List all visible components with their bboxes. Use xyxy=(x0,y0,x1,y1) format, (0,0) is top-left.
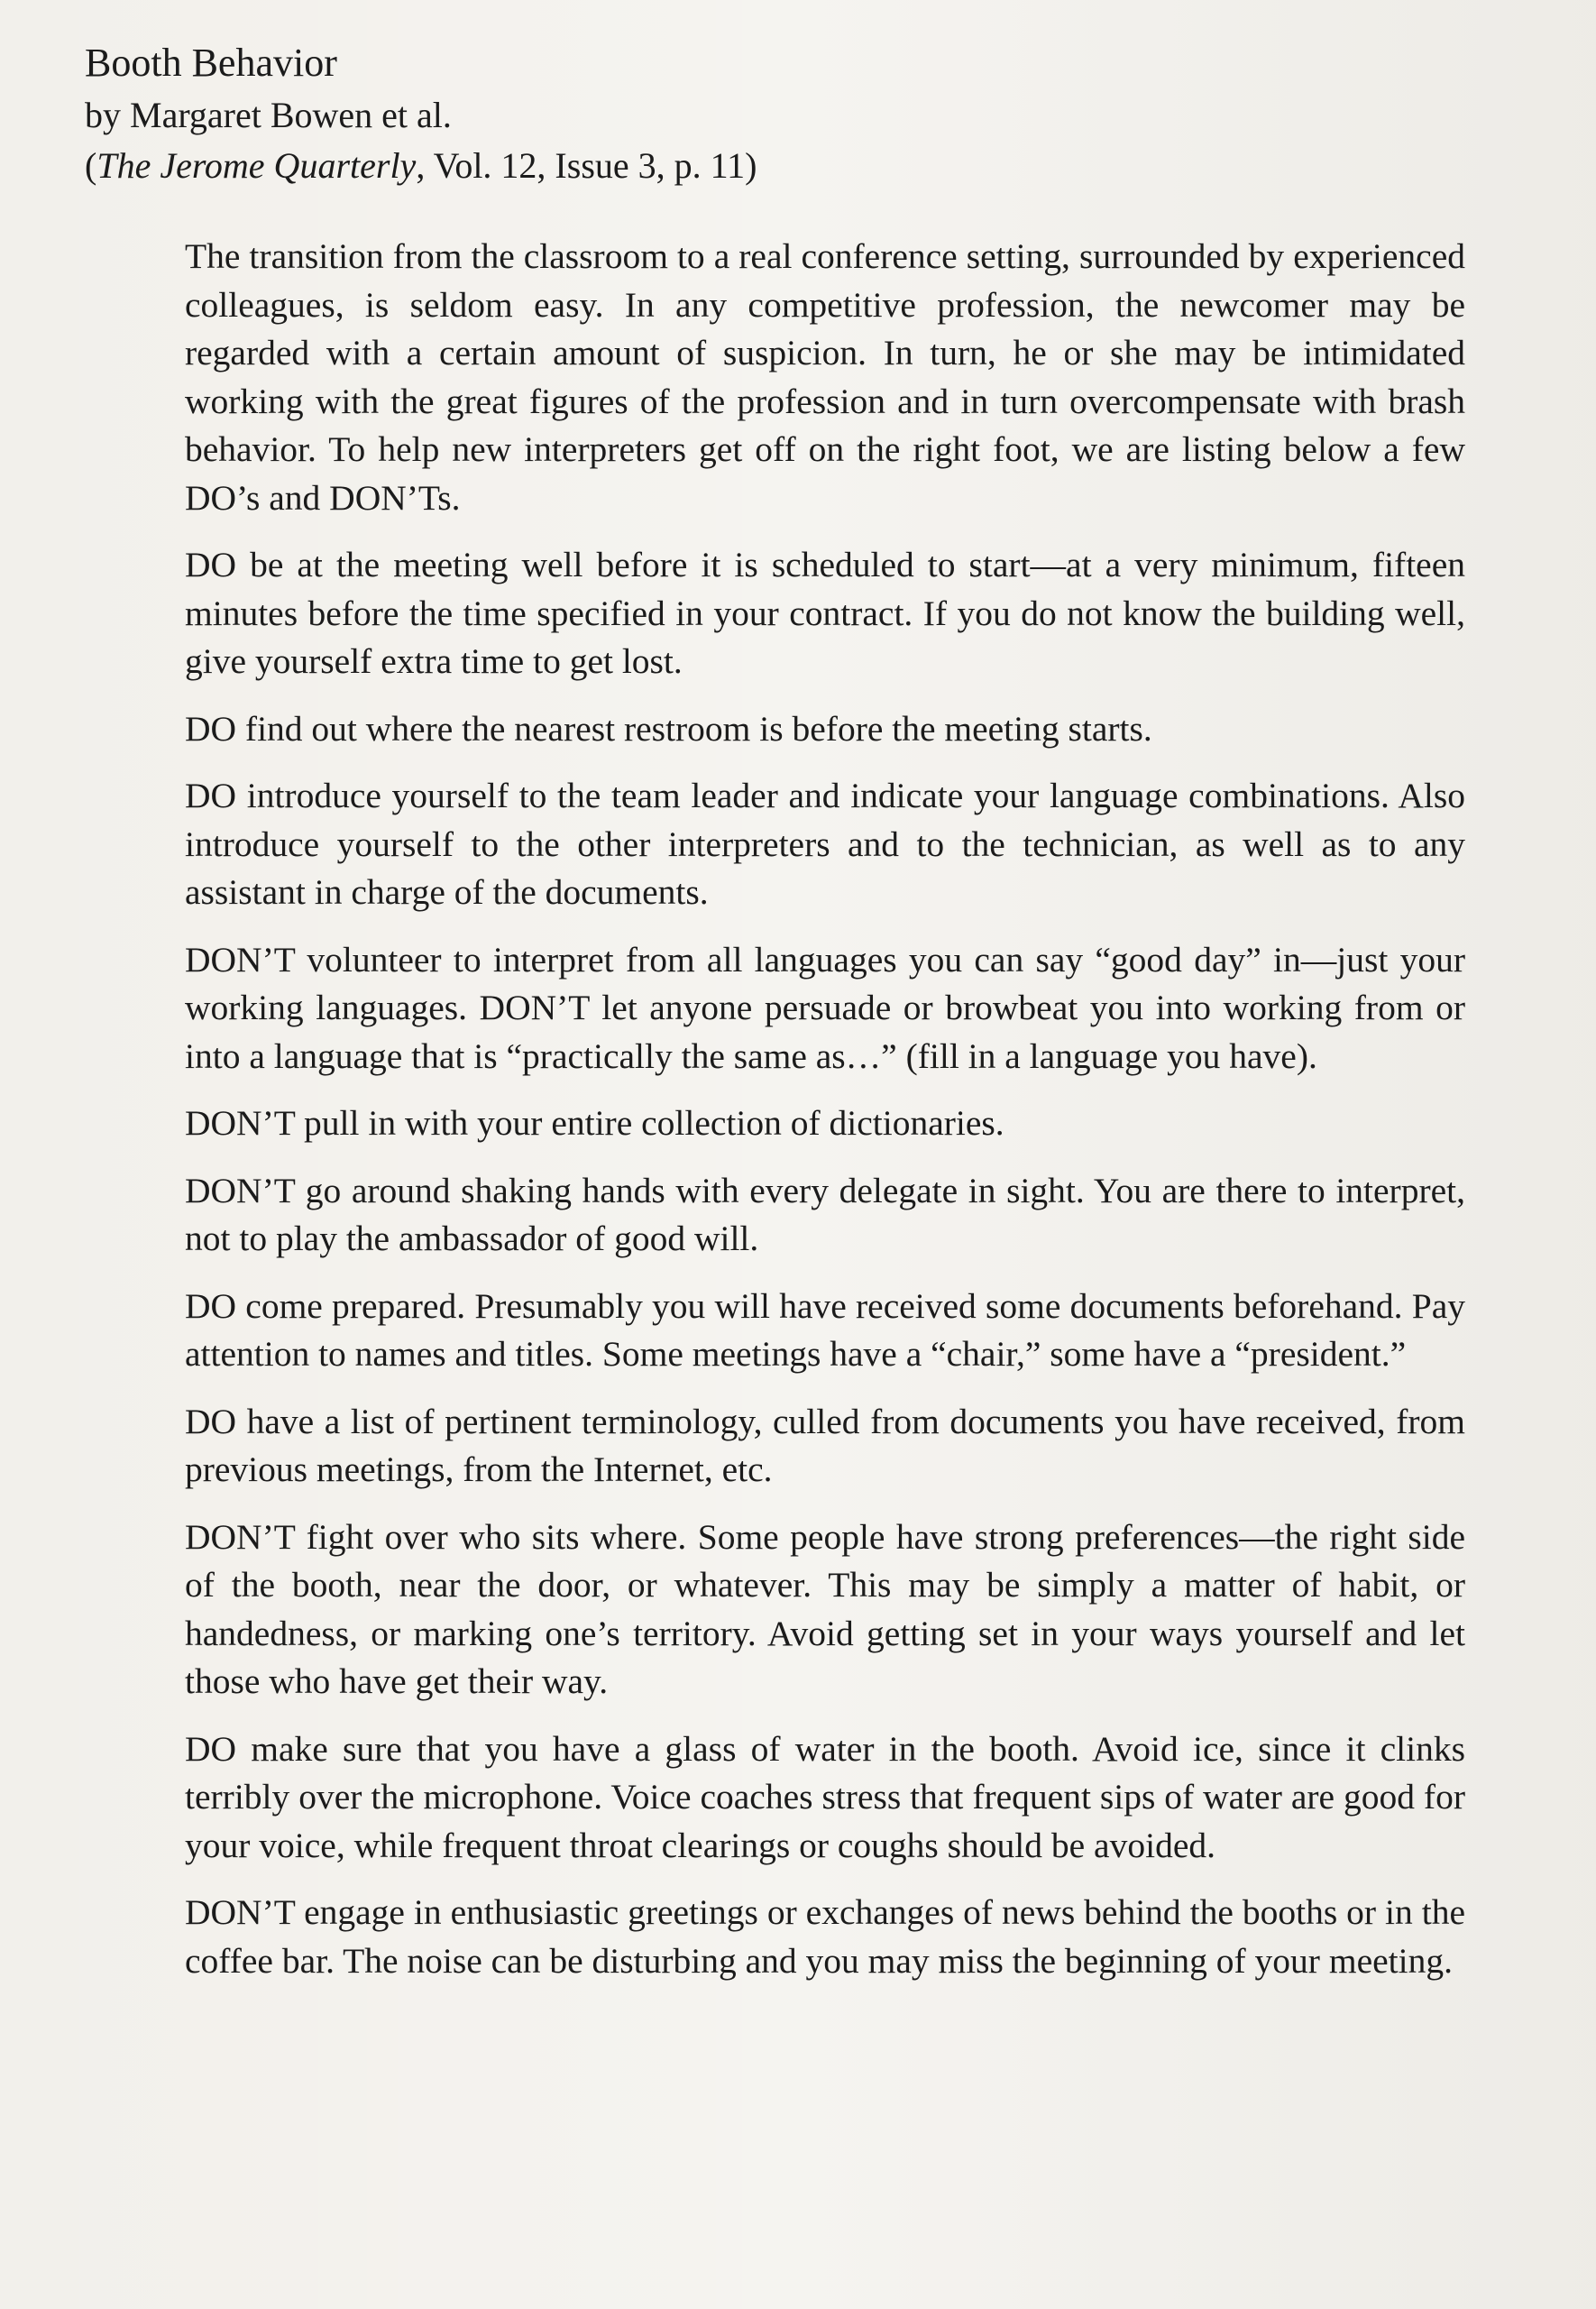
paragraph-prepared: DO come prepared. Presumably you will have received some documents beforehand. Pay attention to names and titles. Some meetings have a “chair,” some have a “president.” xyxy=(185,1285,1465,1374)
paragraph-handshakes: DON’T go around shaking hands with every delegate in sight. You are there to interpret, not to play the ambassador of good will. xyxy=(185,1170,1465,1258)
paragraph-greetings: DON’T engage in enthusiastic greetings or exchanges of news behind the booths or in the coffee bar. The noise can be disturbing and you may miss the beginning of your meeting. xyxy=(185,1892,1465,1981)
paragraph-arrive-early: DO be at the meeting well before it is scheduled to start—at a very minimum, fifteen minutes before the time specified in your contract. If you do not know the building well, give yourself extra time to get lost. xyxy=(185,545,1465,681)
paragraph-water: DO make sure that you have a glass of water in the booth. Avoid ice, since it clinks terribly over the microphone. Voice coaches stress that frequent sips of water are good for your voice, while frequent throat clearings or coughs should be avoided. xyxy=(185,1728,1465,1865)
source-rest: , Vol. 12, Issue 3, p. 11) xyxy=(416,145,757,186)
source-open: ( xyxy=(85,145,97,186)
article-title: Booth Behavior xyxy=(85,41,337,85)
paragraph-seating: DON’T fight over who sits where. Some people have strong preferences—the right side of the booth, near the door, or whatever. This may be simply a matter of habit, or handedness, or marking one’s territory. Avoid getting set in your ways yourself and let those who have get their way. xyxy=(185,1516,1465,1701)
paragraph-dictionaries: DON’T pull in with your entire collection of dictionaries. xyxy=(185,1103,1004,1143)
article-source xyxy=(85,141,1527,191)
paragraph-languages: DON’T volunteer to interpret from all languages you can say “good day” in—just your working languages. DON’T let anyone persuade or browbeat you into working from or into a language that is “practically the same as…” (fill in a language you have). xyxy=(185,939,1465,1076)
paragraph-restroom: DO find out where the nearest restroom is before the meeting starts. xyxy=(185,708,1152,749)
paragraph-introduce: DO introduce yourself to the team leader and indicate your language combinations. Also introduce yourself to the other interpreters and to the technician, as well as to any assistant in charge of the documents. xyxy=(185,776,1465,912)
article-byline: by Margaret Bowen et al. xyxy=(85,95,452,135)
paragraph-intro: The transition from the classroom to a real conference setting, surrounded by experienced colleagues, is seldom easy. In any competitive profession, the newcomer may be regarded with a certain amount of suspicion. In turn, he or she may be intimidated working with the great figures of the profession and in turn overcompensate with brash behavior. To help new interpreters get off on the right foot, we are listing below a few DO’s and DON’Ts. xyxy=(185,236,1465,518)
article-header xyxy=(85,36,1527,191)
source-journal: The Jerome Quarterly xyxy=(96,145,417,186)
article-body xyxy=(185,233,1465,2004)
paragraph-terminology: DO have a list of pertinent terminology, culled from documents you have received, from previous meetings, from the Internet, etc. xyxy=(185,1401,1465,1489)
